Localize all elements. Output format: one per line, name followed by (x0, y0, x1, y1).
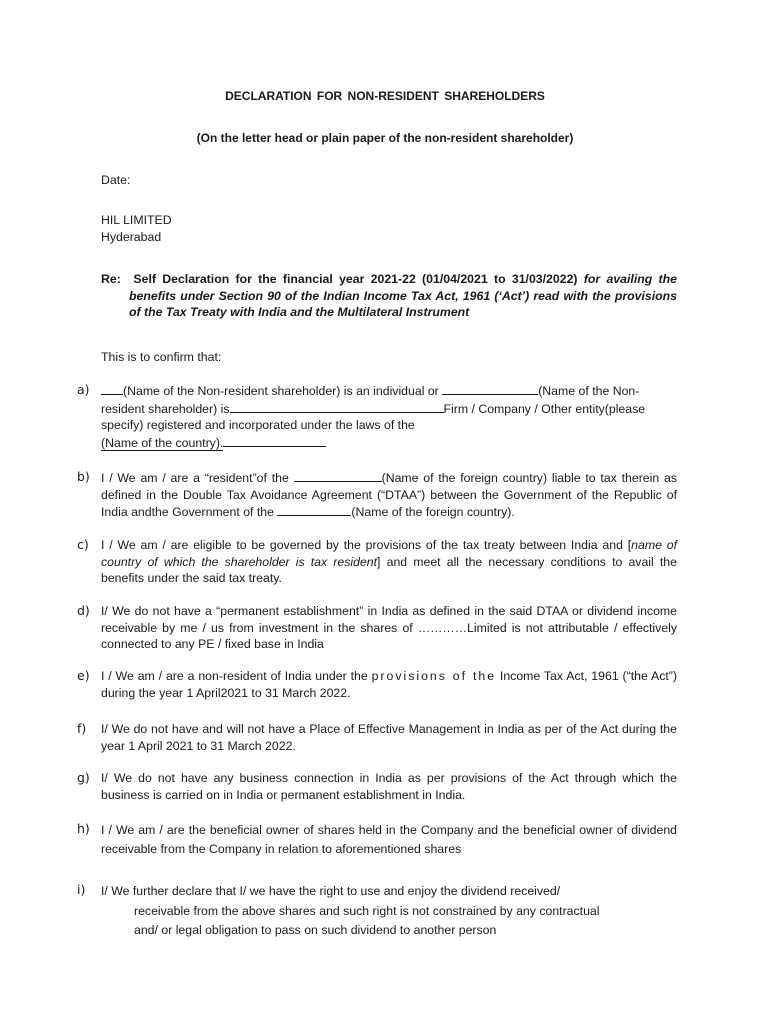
clause-text: I/ We do not have a “permanent establishment” in India as defined in the said DTAA or dividend income receivable by me / us from investment in the shares of …………Limited is not attributable / effectively connected to any PE / fixed base in India (101, 604, 677, 651)
clause-text (101, 882, 677, 941)
clause-text: I / We am / are the beneficial owner of shares held in the Company and the beneficial owner of dividend receivable from the Company in relation to aforementioned shares (101, 823, 677, 856)
clause-text: I/ We do not have and will not have a Place of Effective Management in India as per of the Act during the year 1 April 2021 to 31 March 2022. (101, 722, 677, 753)
clause-b-part1: I / We am / are a “resident”of the (101, 471, 289, 485)
clause-label: d) (77, 603, 90, 618)
blank-field (442, 382, 538, 395)
clause-text (101, 537, 677, 587)
clause-i-line3: and/ or legal obligation to pass on such dividend to another person (134, 923, 497, 937)
clause-text: I/ We do not have any business connection in India as per provisions of the Act through which the business is carried on in India or permanent establishment in India. (101, 771, 677, 802)
blank-field (277, 503, 351, 516)
clause-a-part3: resident shareholder) is (101, 401, 230, 416)
clause-a-part5: specify) registered and incorporated under the laws of the (101, 418, 415, 432)
clause-e-part3: Income Tax Act, 1961 (“the Act”) during the year 1 April2021 to 31 March 2022. (101, 669, 677, 700)
clause-b-part3: (Name of the foreign country). (351, 505, 515, 519)
addressee-company: HIL LIMITED (101, 213, 172, 227)
clause-label: e) (77, 668, 90, 683)
document-subtitle: (On the letter head or plain paper of the non-resident shareholder) (196, 131, 574, 145)
clause-label: b) (77, 469, 90, 484)
clause-a-part6: (Name of the country). (101, 435, 224, 450)
clause-text (101, 469, 677, 521)
blank-field (101, 382, 123, 395)
clause-i-line2: receivable from the above shares and such right is not constrained by any contractual (134, 903, 600, 918)
document-title: DECLARATION FOR NON-RESIDENT SHAREHOLDERS (225, 89, 545, 103)
clause-i-line1: I/ We further declare that I/ we have the right to use and enjoy the dividend received/ (101, 884, 561, 898)
date-label: Date: (101, 173, 131, 187)
subject-label: Re: (101, 272, 121, 286)
clause-label: i) (77, 882, 86, 897)
clause-label: g) (77, 770, 90, 785)
subject-text-italic: for availing the benefits under Section 90 of the Indian Income Tax Act, 1961 (‘Act’) read with the provisions of the Tax Treaty with India and the Multilateral Instrument (129, 272, 678, 319)
subject-text: Self Declaration for the financial year 2021-22 (01/04/2021 to 31/03/2022) (133, 272, 578, 286)
clause-label: c) (77, 537, 89, 552)
clause-label: a) (77, 382, 90, 397)
clause-c-part1: I / We am / are eligible to be governed by the provisions of the tax treaty between India and [ (101, 538, 632, 552)
addressee-city: Hyderabad (101, 229, 162, 244)
clause-c-part2: name of country of which the shareholder is tax resident (101, 538, 677, 569)
confirm-intro: This is to confirm that: (101, 350, 222, 364)
clause-a-part1: (Name of the Non-resident shareholder) is an individual or (123, 384, 439, 398)
subject-line (101, 271, 677, 321)
blank-field (223, 434, 326, 447)
clause-label: h) (77, 821, 90, 836)
clause-c-part3: ] and meet all the necessary conditions to avail the benefits under the said tax treaty. (101, 554, 677, 585)
clause-text (101, 382, 677, 451)
addressee-block (101, 212, 172, 245)
blank-field (294, 469, 382, 482)
clause-text (101, 668, 677, 701)
blank-field (230, 400, 444, 413)
clause-e-part1: I / We am / are a non-resident of India under the (101, 669, 372, 683)
clause-label: f) (77, 721, 87, 736)
clause-a-part4: Firm / Company / Other entity(please (443, 401, 646, 416)
clause-a-part2: (Name of the Non- (538, 384, 640, 398)
clause-e-part2: provisions of the (371, 669, 497, 683)
clause-b-part2: (Name of the foreign country) liable to tax therein as defined in the Double Tax Avoidance Agreement (“DTAA”) between the Government of the Republic of India andthe Government of the (101, 471, 677, 519)
